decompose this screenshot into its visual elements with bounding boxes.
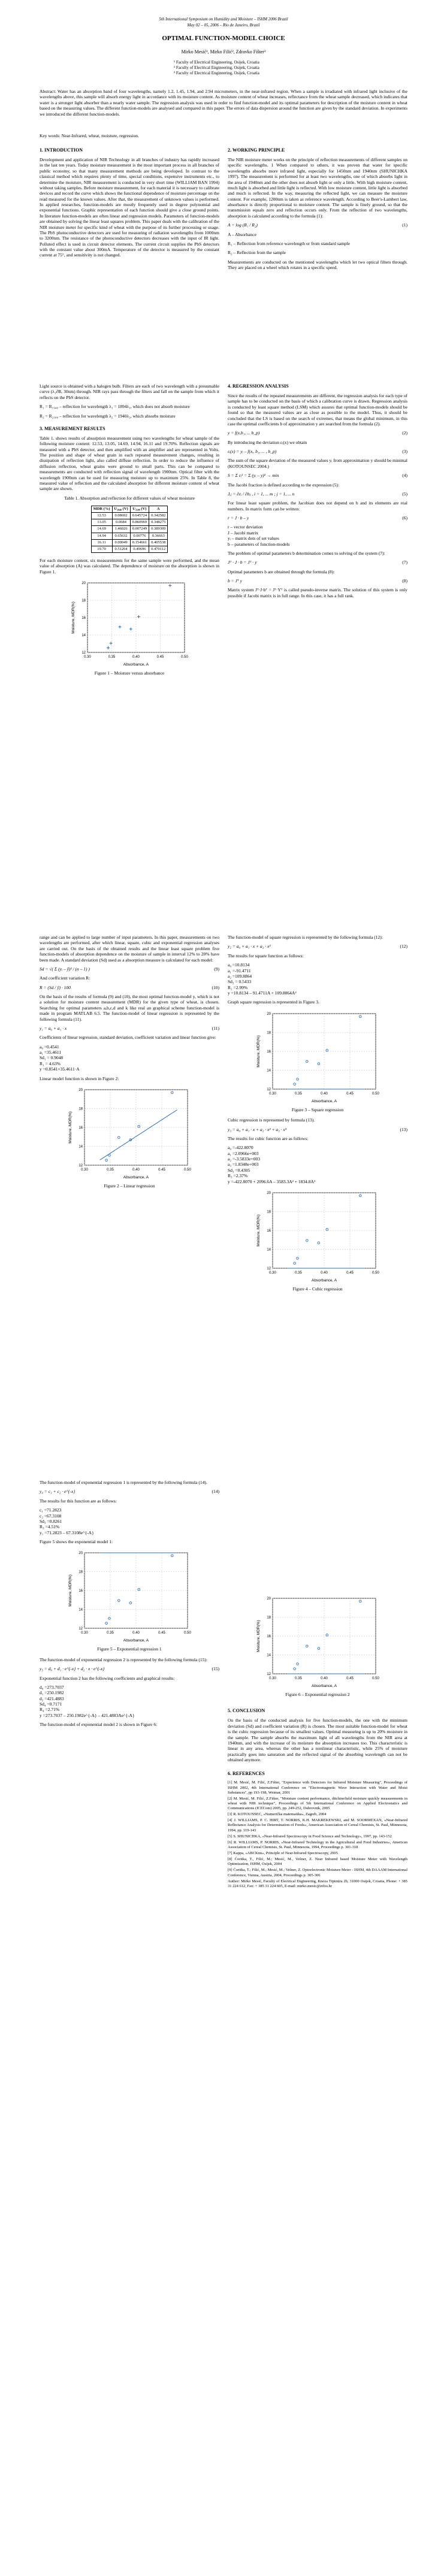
- table-cell: 0.0684: [112, 519, 130, 526]
- y-tick-label: 12: [78, 1627, 83, 1631]
- x-tick-label: 0.45: [346, 1677, 354, 1680]
- reference-item: [1] M. Mesić, M. Filić, Z.Fišter, "Experience with Detectors for Infrared Moisture Measuring", Proceedings of ISHM 2002, 4th International Conference on "Electromagnetic Wave Interaction with Water and Moist Substances", pp 193-198, Weimar, 2001: [228, 1780, 407, 1795]
- left-column-2: [40, 383, 219, 681]
- left-column-3: [40, 935, 219, 1193]
- table-cell: 16.11: [91, 539, 112, 546]
- y-tick-label: 16: [78, 1589, 83, 1594]
- equation-11-body: y₁ = a₀ + a₁ · x: [40, 1025, 67, 1031]
- x-tick-label: 0.45: [158, 1168, 165, 1172]
- intro-paragraph-1: Development and application of NIR Technology in all branches of industry has rapidly increased in the last ten years. Today moisture measurement is the most important process in all branches of public economy, so that many measurement methods are being developed. In contrast to the classical method which requires plenty of time, special conditions, expensive instruments etc., to determine the moisture, NIR measurement is conducted in very short time (WILLIAM BAN 1994) without taking samples. Before moisture measurement, for each material it is necessary to calibrate devices and record the curve which shows the functional dependence of moisture percentage on the read measured for the known values. After that, the measurement of unknown values is performed. In applied researches, function-models are mostly frequently used in degree polynomial and exponential functions. Graphic representation of each function should give a close ground points. In literature function-models are often linear and regression models. Parameters of function-models are obtained by solving the linear least squares problem. This paper deals with the calibration of the NIR moisture meter for specific kind of wheat with the purpose of its further processing or usage. The PbS photoconductive detectors are used for measuring of radiation wavelengths from 1000nm to 3200nm. The resistance of the photoconductive detectors decreases with the input of IR light. Polluted effect is used in circuit detector elements. The current circuit supplies the PbS detectors with the constant value about 300mA. Temperature of the detector is measured by the constant current at 75°, and sensitivity is not changed.: [40, 157, 219, 258]
- table-cell: 0.348275: [149, 519, 168, 526]
- body-paragraph-3: On the basis of the results of formula (9) and (10), the most optimal function-model y, which is not a solution for moisture content measurement (MDR) for the given type of wheat, is chosen. Searching for optimal parameters a,b,c,d and k like real an graphical scheme function-model is made in program MATLAB 6.5. The function-model of linear regression is represented by the following formula (11).: [40, 994, 219, 1022]
- x-tick-label: 0.30: [269, 1271, 276, 1275]
- paper-title: OPTIMAL FUNCTION-MODEL CHOICE: [162, 35, 285, 42]
- x-axis-label: Absorbance, A: [311, 1099, 337, 1103]
- equation-5-number: (5): [402, 491, 407, 497]
- section-heading-working-principle: 2. WORKING PRINCIPLE: [228, 147, 285, 153]
- x-tick-label: 0.30: [84, 655, 91, 659]
- figure-3-chart: [255, 1009, 380, 1105]
- equation-13-number: (13): [400, 1126, 407, 1132]
- equation-1-number: (1): [402, 222, 407, 228]
- body-paragraph-8: Figure 5 shows the exponential model 1:: [40, 1539, 113, 1544]
- y-tick-label: 14: [81, 634, 86, 637]
- section-heading-measurement: 3. MEASUREMENT RESULTS: [40, 425, 105, 431]
- x-tick-label: 0.30: [81, 1631, 88, 1635]
- intro-paragraph-3: R₁ = R₁₉₄₀ – reflection for wavelength λ₁ = 1894λ₁, which does not absorb moisture: [40, 404, 190, 410]
- y-tick-label: 18: [78, 1107, 83, 1111]
- figure-1-caption: Figure 1 – Moisture versus absorbance: [94, 670, 165, 676]
- measurement-paragraph-2: For each moisture content, six measurements for the same sample were performed, and the mean value of absorption (A) was calculated. The dependence of moisture on the absorption is shown in Figure 1.: [40, 557, 219, 575]
- reference-item: Author: Mirko Mesić, Faculty of Electrical Engineering, Kneza Trpimira 2b, 31000 Osijek, Croatia, Phone: + 385 31 224 612, Fax: + 385 31 224 605, E-mail: mirko.mesic@etfos.hr: [228, 1879, 407, 1888]
- y-axis-label: Moisture, MDR(%): [68, 1574, 73, 1607]
- y-tick-label: 18: [81, 599, 86, 603]
- table-header-cell: MDR (%): [91, 506, 112, 513]
- equation-3-number: (3): [402, 449, 407, 454]
- right-column-1: [228, 147, 407, 274]
- x-tick-label: 0.50: [181, 655, 188, 659]
- equation-6-body: r = J · b – y: [228, 515, 249, 521]
- section-heading-references: 6. REFERENCES: [228, 1771, 265, 1777]
- equation-13: [228, 1127, 407, 1132]
- equation-10-body: R = (Sd / ȳ) · 100: [40, 984, 71, 990]
- left-column-1: [40, 147, 219, 262]
- abstract: Abstract: Water has an absorption band of four wavelengths, namely 1.2, 1.45, 1.94, and 2.94 micrometers, in the near-infrared region. When a sample is irradiated with infrared light inclusive of the wavelengths above, this sample will absorb energy light in accordance with its moisture content. As moisture content of wheat increases, reflectance from the wheat sample decreased, which indicates that water is a stronger light absorber than a nearly water sample. The regression analysis was used in order to find function-model and its optimal parameters for description of the moisture content in wheat based on the measuring values. The different function-models are analysed and compared in this paper. The errors of data dispersion around the function are given by the standard deviation. In experiments we introduced the different function-models.: [40, 89, 407, 117]
- keywords: Key words: Near-Infrared, wheat, moisture, regression.: [40, 133, 139, 138]
- figure-4-caption: Figure 4 – Cubic regression: [292, 1286, 343, 1292]
- regression-paragraph-9: Matrix system Jᵀ·J·bᵀ = Jᵀ·Yᵀ is called pseudo-inverse matrix. The solution of this system is only possible if Jacobi matrix is in full range. In this case, it has a full rank.: [228, 587, 407, 598]
- table-row: [91, 513, 168, 519]
- equation-3: [228, 449, 407, 454]
- table-cell: 0.00776: [130, 533, 149, 539]
- equation-4-number: (4): [402, 473, 407, 479]
- regression-paragraph-7: The problem of optimal parameters b determination comes to solving of the system (7):: [228, 550, 385, 556]
- body-paragraph-11: The function-model of exponential model 2 is shown in Figure 6:: [40, 1722, 158, 1728]
- x-tick-label: 0.40: [132, 1168, 140, 1172]
- authors: Mirko Mesić¹, Mirko Filić², Zdravko Fišter³: [181, 49, 266, 55]
- cubic-results-intro: The results for cubic function are as follows:: [228, 1135, 309, 1141]
- table-row: [91, 526, 168, 533]
- x-axis-label: Absorbance, A: [123, 1638, 149, 1643]
- y-tick-label: 16: [81, 616, 86, 620]
- table-caption: Table 1. Absorption and reflection for different values of wheat moisture: [64, 495, 195, 501]
- regression-paragraph-6: r – vector deviation J – Jacobi matrix yᵢ – matrix dots of set values b – parameters of function-models: [228, 524, 290, 547]
- equation-1-body: A = log (R₁ / R₂): [228, 222, 258, 228]
- x-tick-label: 0.45: [158, 1631, 165, 1635]
- equation-9-body: Sd = √( Σ (yᵢ – ȳ)² / (n – 1) ): [40, 966, 90, 972]
- body-paragraph-4: Coefficients of linear regression, standard deviation, coefficient variation and linear function give:: [40, 1035, 216, 1041]
- section-heading-regression: 4. REGRESSION ANALYSIS: [228, 383, 289, 389]
- x-tick-label: 0.40: [321, 1677, 328, 1680]
- x-tick-label: 0.35: [107, 1631, 114, 1635]
- working-paragraph-3: R₁ – Reflection from reference wavelength or from standard sample: [228, 240, 350, 246]
- equation-8-body: b = Jᵀ y: [228, 578, 242, 583]
- y-tick-label: 16: [267, 1229, 271, 1233]
- affiliation-2: ² Faculty of Electrical Engineering, Osijek, Croatia: [174, 65, 259, 70]
- x-tick-label: 0.45: [156, 655, 164, 659]
- x-tick-label: 0.30: [269, 1677, 276, 1680]
- y-tick-label: 16: [267, 1635, 271, 1638]
- equation-3-body: εᵢ(x) = yᵢ – f(xᵢ, b₁, ... , b_p): [228, 449, 277, 454]
- table-cell: 0.389309: [149, 526, 168, 533]
- working-paragraph-4: R₂ – Reflection from the sample: [228, 250, 286, 256]
- intro-paragraph-2: Light source is obtained with a halogen bulb. Filters are each of two wavelength with a presumable curve (λ₁∂B, 30nm) through. NIR rays pass through the filters and fall on the sample from which it reflects on the PbS detector.: [40, 383, 219, 400]
- equation-12: [228, 944, 407, 949]
- y-tick-label: 18: [78, 1570, 83, 1574]
- y-tick-label: 14: [267, 1069, 271, 1073]
- equation-7: [228, 560, 407, 565]
- x-tick-label: 0.35: [108, 655, 116, 659]
- equation-8: [228, 578, 407, 583]
- equation-15: [40, 1666, 219, 1671]
- right-column-3: [228, 935, 407, 1296]
- equation-14-number: (14): [212, 1489, 219, 1495]
- working-paragraph-5: Measurements are conducted on the mentioned wavelengths which let two optical filters through. They are placed on a wheel which rotates in a specific speed.: [228, 259, 407, 270]
- x-tick-label: 0.40: [321, 1092, 328, 1096]
- cubic-results: a₀ =-422.8070 a₁ =2.0966e+003 a₂ =-3.5833e+003 a₃ =1.8348e+003 Sd₃ =0.4305 R₃ =2.37% y =-422.8070 + 2096.6A – 3583.3A² + 1834.8A³: [228, 1145, 316, 1184]
- regression-paragraph-3: The sum of the square deviation of the measured values yᵢ from approximation y should be minimal (KOTOUNSEC 2004.): [228, 458, 407, 469]
- x-tick-label: 0.35: [295, 1092, 302, 1096]
- linear-results: a₀ =0.4541 a₁ =35.4611 Sd₁ = 0.9048 R₁ = 4.63% y =0.8541+35.4611·A: [40, 1044, 80, 1072]
- regression-paragraph-2: By introducing the deviation εᵢ(x) we obtain: [228, 439, 307, 445]
- reference-item: [6] R. WILLIAMS, P. NORRIS, «Near-Infrared Technology in the Agricultural and Food Industries», American Association of Cereal Chemists, St. Paul, Minnesota, 1994, Proceedings p. 301-318: [228, 1840, 407, 1849]
- table-cell: 0.470112: [149, 546, 168, 552]
- data-table: [91, 506, 168, 553]
- references-list: [228, 1780, 407, 1889]
- equation-5: [228, 491, 407, 497]
- figure-4-chart: [255, 1188, 380, 1284]
- regression-paragraph-4: The Jacobi fraction is defined according to the expression (5):: [228, 482, 339, 488]
- measurement-paragraph-1: Table 1. shows results of absorption measurement using two wavelengths for wheat sample of the following moisture content: 12.53, 13.05, 14.69, 14.94, 16.11 and 19.70%. Reflection signals are measured with a PbS detector, and then amplified with an amplifier and are represented in Volts. The position and shape of wheat grain in each repeated measurement changes, resulting in dissipation of reflection light, also called diffuse reflection. In order to reduce the influence of diffusion reflection, wheat grains were ground to small parts. This can be compared to measurements are conducted with reflection signal of wavelength 1900nm. Optical filter with the wavelength 1900nm can be used for measuring moisture up to maximum 25%. In Table 8, the measured value of reflection and the calculated absorption for different moisture content of wheat sample are shown.: [40, 435, 219, 492]
- table-cell: 0.36663: [149, 533, 168, 539]
- body-paragraph-7: The results for this function are as follows:: [40, 1498, 117, 1504]
- y-tick-label: 20: [78, 1088, 83, 1092]
- x-tick-label: 0.50: [372, 1271, 379, 1275]
- affiliation-1: ¹ Faculty of Electrical Engineering, Osijek, Croatia: [174, 60, 259, 65]
- figure-6-caption: Figure 6 – Exponential regression 2: [285, 1692, 350, 1697]
- figure-5-caption: Figure 5 – Exponential regression 1: [97, 1646, 162, 1652]
- table-header-row: [91, 506, 168, 513]
- square-results: a₀ =10.8134 a₁ =-91.4711 a₂ =109.8864 Sd₂ = 0.5433 R₂ =2.99% y =10.8134 – 91.4711A + 109.8864A²: [228, 962, 297, 996]
- x-tick-label: 0.35: [107, 1168, 114, 1172]
- section-heading-introduction: 1. INTRODUCTION: [40, 147, 83, 153]
- table-header-cell: U₁₉₄₀ (V): [112, 506, 130, 513]
- reference-item: [7] Kappa, «ABCKnu», Principle of Near-Infrared Spectroscopy, 2005: [228, 1851, 338, 1855]
- y-tick-label: 12: [267, 1673, 271, 1676]
- equation-14: [40, 1489, 219, 1494]
- regression-paragraph-8: Optimal parameters b are obtained through the formula (8):: [228, 569, 335, 575]
- y-tick-label: 20: [267, 1191, 271, 1195]
- reference-item: [8] Ćoritka, T., Filić, M.; Mesić, M., Vešner, Z. Near Infrared based Moisture Meter with Wavelength Optimization, ISHM, Osijek, 2004: [228, 1857, 407, 1867]
- table-cell: 0.342582: [149, 513, 168, 519]
- square-graph-intro: Graph square regression is represented in Figure 3.: [228, 999, 319, 1005]
- figure-5-chart: [67, 1548, 192, 1644]
- x-tick-label: 0.45: [346, 1092, 354, 1096]
- y-tick-label: 14: [78, 1608, 83, 1612]
- affiliation-3: ³ Faculty of Electrical Engineering, Osijek, Croatia: [174, 70, 259, 75]
- right-column-4: [228, 1594, 407, 1890]
- y-axis-label: Moisture, MDR(%): [256, 1620, 261, 1652]
- y-tick-label: 12: [267, 1087, 271, 1092]
- y-axis-label: Moisture, MDR(%): [68, 1111, 73, 1144]
- affiliations: [174, 60, 372, 75]
- intro-paragraph-4: R₂ = R₂₁₀₀ – reflection for wavelength λ₂ = 1940λ₂, which absorbs moisture: [40, 413, 176, 419]
- table-row: [91, 539, 168, 546]
- figure-3-caption: Figure 3 – Square regression: [291, 1106, 344, 1112]
- equation-8-number: (8): [402, 578, 407, 583]
- figure-1-chart: [70, 578, 189, 668]
- equation-12-number: (12): [400, 944, 407, 950]
- figure-2-caption: Figure 2 – Linear regression: [104, 1183, 155, 1189]
- y-tick-label: 12: [267, 1266, 271, 1271]
- reference-item: [5] S. SHUNICHKA, «Near-Infrared Spectroscopy in Food Science and Technology», 1997, pp. 143-152: [228, 1834, 392, 1839]
- table-cell: 14.69: [91, 526, 112, 533]
- equation-10: [40, 985, 219, 990]
- x-tick-label: 0.50: [184, 1631, 191, 1635]
- equation-4-body: S = Σ εᵢ² = Σ (yᵢ – y)² → min: [228, 473, 279, 479]
- x-tick-label: 0.50: [372, 1092, 379, 1096]
- y-axis-label: Moisture, MDR(%): [256, 1035, 261, 1068]
- x-tick-label: 0.30: [269, 1092, 276, 1096]
- table-cell: 0.154661: [130, 539, 149, 546]
- y-tick-label: 14: [267, 1653, 271, 1658]
- table-cell: 13.05: [91, 519, 112, 526]
- y-tick-label: 16: [78, 1126, 83, 1130]
- y-tick-label: 20: [78, 1552, 83, 1556]
- x-tick-label: 0.50: [184, 1168, 191, 1172]
- table-row: [91, 546, 168, 552]
- table-cell: 0.645724: [130, 513, 149, 519]
- reference-item: [4] J. WILLIAMS, P. C. HIRT, T. NORRIS, K.H. MAKREKEWSKI, and M. SOORMEXAN, «Near-Infrared Reflectance Analysis for Determination of Foods», American Association of Cereal Chemists, St. Paul, Minnesota, 1994, pp. 119-143: [228, 1818, 407, 1833]
- table-cell: 0.08692: [112, 513, 130, 519]
- table-cell: 14.94: [91, 533, 112, 539]
- table-cell: 1.46026: [112, 526, 130, 533]
- y-tick-label: 20: [81, 582, 86, 585]
- square-results-intro: The results for square function as follows:: [228, 953, 304, 959]
- y-tick-label: 18: [267, 1210, 271, 1214]
- equation-1: [228, 222, 407, 228]
- equation-12-body: y₂ = a₀ + a₁ · x + a₂ · x²: [228, 944, 271, 950]
- x-axis-label: Absorbance, A: [311, 1684, 337, 1688]
- left-column-4: [40, 1480, 219, 1731]
- table-header-cell: U₂₁₀₀ (V): [130, 506, 149, 513]
- equation-4: [228, 473, 407, 478]
- regression-paragraph-5: For linear least square problem, the Jacobian does not depend on b and its elements are real numbers. In matrix form can be written:: [228, 500, 407, 512]
- equation-6-number: (6): [402, 515, 407, 521]
- table-row: [91, 519, 168, 526]
- working-paragraph-2: A – Absorbance: [228, 231, 256, 237]
- body-paragraph-5: Linear model function is shown in Figure 2:: [40, 1075, 119, 1081]
- y-tick-label: 14: [267, 1248, 271, 1252]
- y-tick-label: 16: [267, 1050, 271, 1054]
- y-tick-label: 20: [267, 1597, 271, 1601]
- equation-5-body: Jᵢⱼ = ∂εᵢ / ∂bⱼ , i = 1, ... m ; j = 1, ... n: [228, 491, 295, 497]
- equation-14-body: y₄ = c₁ + c₂ · e^{-x}: [40, 1489, 75, 1495]
- table-cell: 0.860969: [130, 519, 149, 526]
- x-axis-label: Absorbance, A: [123, 663, 149, 667]
- exp1-results: c₁ =71.2823 c₂ =67.3108 Sd₃ =0.8261 R₃ =4.51% y₁ =71.2823 – 67.3108e^{-A}: [40, 1507, 94, 1535]
- equation-15-number: (15): [212, 1666, 219, 1672]
- x-axis-label: Absorbance, A: [123, 1175, 149, 1180]
- equation-9-number: (9): [214, 966, 219, 972]
- equation-9: [40, 966, 219, 972]
- x-tick-label: 0.40: [321, 1271, 328, 1275]
- conference-header-line1: 5th International Symposium on Humidity and Moisture – ISHM 2006 Brazil: [159, 17, 288, 22]
- y-tick-label: 20: [267, 1012, 271, 1016]
- x-tick-label: 0.30: [81, 1168, 88, 1172]
- conference-header-line2: May 02 – 05, 2006 – Rio de Janeiro, Brazil: [187, 23, 260, 28]
- equation-7-number: (7): [402, 560, 407, 566]
- right-column-2: [228, 383, 407, 602]
- conclusion-paragraph: On the basis of the conducted analysis for five function-models, the one with the minimum deviation (Sd) and coefficient variation (R) is chosen. The most suitable function-model for wheat is the cubic regression because of its smallest values. Optimal measuring is up to 20% moisture in the sample. The sample absorbs the maximum light of all wavelengths from the NIR area at 1940nm, and with the increase of its moisture the absorption increases too. This characteristic is linear in any area, whereas the other has a nonlinear characteristic, while 25% of moisture practically goes into saturation and the reflected signal of the absorbing wavelength can not be obtained anymore.: [228, 1718, 407, 1762]
- reference-item: [3] R. KOTOUNSEC, «Numerička matematika», Zagreb, 2004: [228, 1812, 327, 1817]
- table-cell: 0.405538: [149, 539, 168, 546]
- y-axis-label: Moisture, MDR(%): [71, 601, 75, 634]
- reference-item: [2] M. Mesić, M. Filić, Z.Fišter, "Moisture content performance, ditchinefield moisture quickly measurements in wheat with NIR technique", Proceedings of 5th International Conference on Applied Electrostatics and Communications (ICECom) 2005, pp. 249-252, Dubrovnik, 2005: [228, 1796, 407, 1810]
- table-cell: 0.00049: [112, 539, 130, 546]
- x-tick-label: 0.40: [132, 655, 140, 659]
- x-tick-label: 0.50: [372, 1677, 379, 1680]
- equation-15-body: y₅ = d₀ + d₁ · e^{-x} + d₂ · x · e^{-x}: [40, 1666, 105, 1672]
- equation-11: [40, 1026, 219, 1031]
- x-tick-label: 0.40: [132, 1631, 140, 1635]
- y-tick-label: 14: [78, 1145, 83, 1149]
- equation-2-number: (2): [402, 430, 407, 436]
- body-paragraph-9: The function-model of exponential regression 2 is represented by the following formula (15):: [40, 1656, 207, 1662]
- equation-13-body: y₃ = a₀ + a₁ · x + a₂ · x² + a₃ · x³: [228, 1126, 286, 1132]
- body-paragraph-1: range and can be applied to large number of input parameters. In this paper, measurements on two wavelengths are performed, after which linear, square, cubic and exponential regression analyses are carried out. On the basis of the obtained results and the linear least square problem five function-models of absorption dependence on the moisture of sample in interval 12% to 20% have been made. A standard deviation (Sd) used as a absorption measure is calculated for each model:: [40, 935, 219, 963]
- reference-item: [9] Ćoritka, T.; Filić, M.; Mesić, M.; Vešner, Z. Optoelectronic Moisture Meter - ISHM, 4th DAAAM International Conference, Vienna, Austria, 2004, Proceedings p. 305-306: [228, 1868, 407, 1877]
- exp2-results: d₀ =273.7037 d₁ =250.1982 d₂ =421.4883 Sd₄ =0.7171 R₄ =2.71% y =273.7037 – 250.1982e^{-A} – 421.4883Ae^{-A}: [40, 1684, 135, 1718]
- x-tick-label: 0.35: [295, 1271, 302, 1275]
- table-cell: 0.51264: [112, 546, 130, 552]
- working-paragraph-1: The NIR moisture meter works on the principle of reflection measurements of different samples on specific wavelengths. 1 When compared to others, it was proven that water for specific wavelengths absorbs more infrared light, especially for 1450nm and 1940nm (SHUNICHKA 1997). The measurement is performed for at least two wavelengths, one of which absorbs light in the area of 1940nm and the other does not absorb light or only a little. With high moisture content, much light is absorbed and little light is reflected. With low moisture content, little light is absorbed and much is reflected. In the way, measuring the reflected light, we can measure the moisture content. For example, 1200nm is taken as reference wavelength. According to Beer's-Lambert law, absorbance is directly proportional to moisture content. The sample is finely ground, so that the transmission equals zero and reflection occurs only. From the reflection of two wavelengths, absorption is calculated according to the formula (1):: [228, 157, 407, 219]
- regression-paragraph-1: Since the results of the repeated measurements are different, the regression analysis for each type of sample has to be conducted on the basis of which a calibration curve is drawn. Regression analysis is conducted by least square method (LSM) which assures that optimal function-models should be found so that the measured values are as close as possible to the model. Thus, it should be concluded that the LS is based on the search of extremes, that means the global minimum, in this case the optimal coefficients b of approximation y are searched from the formula (2).: [228, 393, 407, 427]
- table-cell: 12.53: [91, 513, 112, 519]
- cubic-intro: Cubic regression is represented by formula (13).: [228, 1117, 315, 1123]
- equation-7-body: Jᵀ · J · b = Jᵀ · y: [228, 560, 257, 566]
- table-header-cell: A: [149, 506, 168, 513]
- figure-2-chart: [67, 1085, 192, 1181]
- body-paragraph-10: Exponential function 2 has the following coefficients and graphical results:: [40, 1675, 175, 1681]
- equation-2: [228, 430, 407, 436]
- section-heading-conclusion: 5. CONCLUSION: [228, 1708, 265, 1714]
- x-tick-label: 0.35: [295, 1677, 302, 1680]
- body-paragraph-6: The function-model of exponential regression 1 is represented by the following formula (14).: [40, 1480, 207, 1485]
- equation-10-number: (10): [212, 984, 219, 990]
- equation-6: [228, 515, 407, 521]
- y-tick-label: 12: [78, 1163, 83, 1168]
- equation-11-number: (11): [212, 1025, 219, 1031]
- y-tick-label: 18: [267, 1031, 271, 1035]
- table-cell: 19.70: [91, 546, 112, 552]
- y-axis-label: Moisture, MDR(%): [256, 1214, 261, 1247]
- table-row: [91, 533, 168, 539]
- x-axis-label: Absorbance, A: [311, 1278, 337, 1283]
- y-tick-label: 18: [267, 1616, 271, 1620]
- table-cell: 0.007249: [130, 526, 149, 533]
- body-paragraph-2: And coefficient variation R:: [40, 975, 90, 981]
- table-cell: 0.49696: [130, 546, 149, 552]
- square-intro: The function-model of square regression is represented by the following formula (12):: [228, 935, 383, 940]
- y-tick-label: 12: [81, 651, 86, 655]
- equation-2-body: y = f(x,b₁, ... b_p): [228, 430, 260, 436]
- table-cell: 0.65632: [112, 533, 130, 539]
- x-tick-label: 0.45: [346, 1271, 354, 1275]
- figure-6-chart: [255, 1594, 380, 1689]
